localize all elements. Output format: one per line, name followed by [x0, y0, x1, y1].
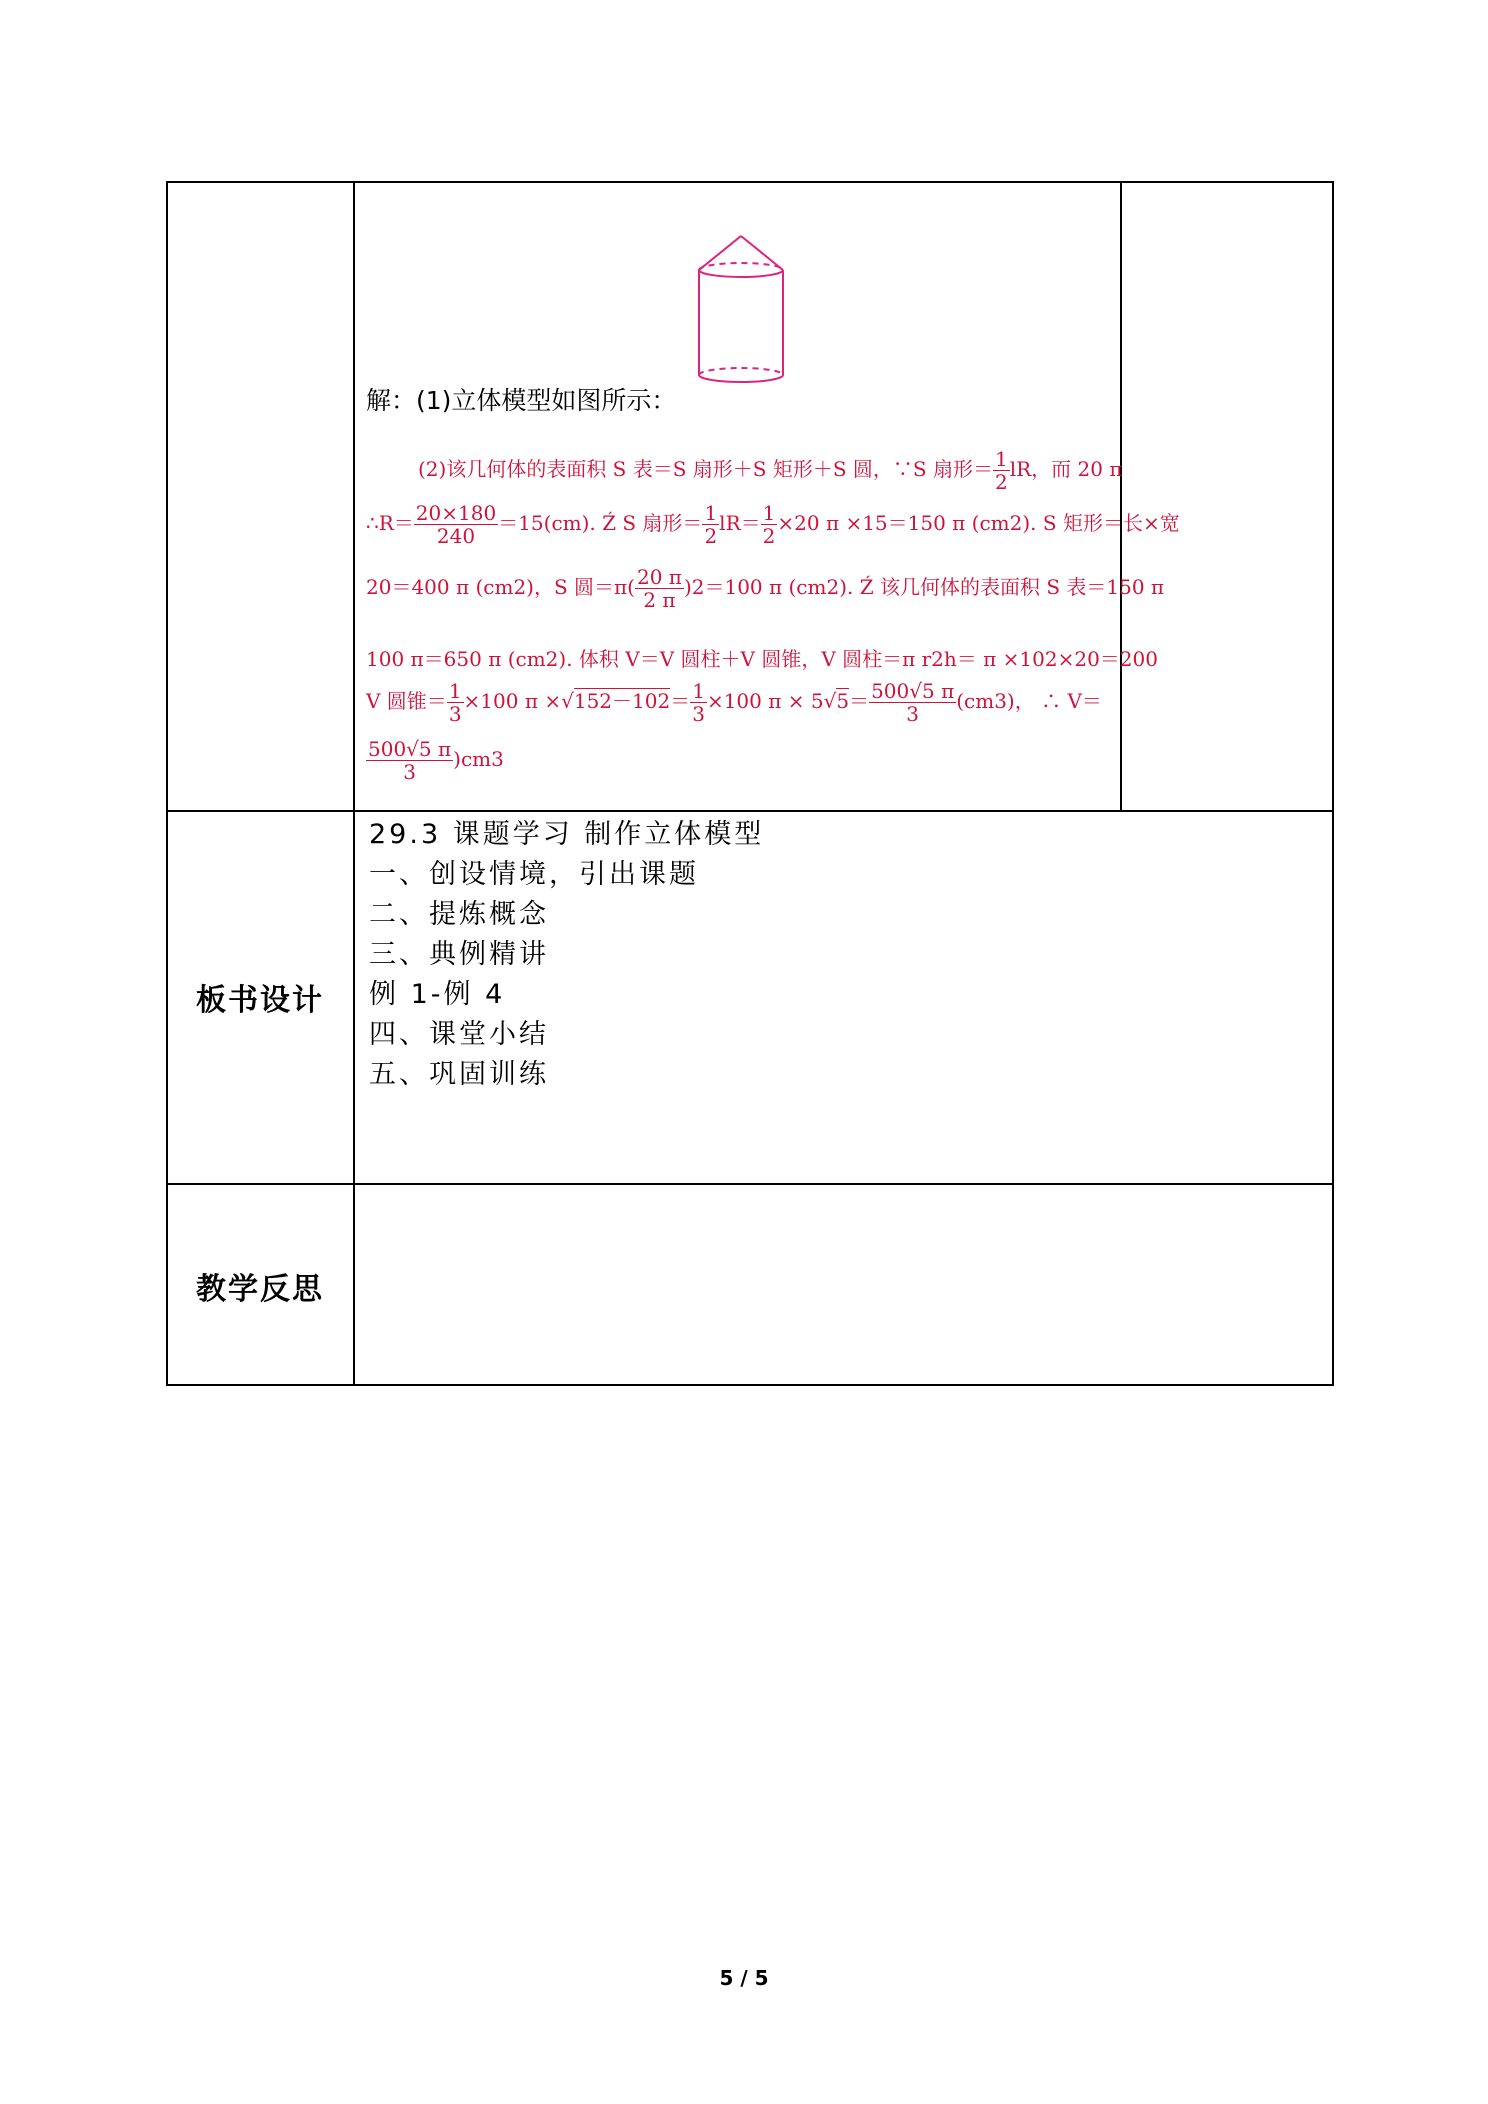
table-col-divider	[353, 181, 355, 1386]
answer-line-6	[366, 739, 504, 782]
answer-text: ×100 π × 5	[706, 689, 824, 713]
answer-line-2	[366, 503, 1180, 546]
fraction: $\frac{1}{2}$	[994, 447, 1008, 494]
answer-text: ×100 π ×	[463, 689, 562, 713]
board-line-6: 四、课堂小结	[369, 1019, 549, 1050]
cylinder-cone-diagram	[686, 231, 796, 391]
answer-text: ＝	[849, 689, 870, 713]
answer-line-4: 100 π＝650 π (cm2). 体积 V＝V 圆柱＋V 圆锥，V 圆柱＝π r2h＝ π ×102×20＝200	[366, 647, 1158, 671]
board-line-2: 一、创设情境，引出课题	[369, 859, 699, 890]
table-border-top	[166, 181, 1334, 183]
reflection-label: 教学反思	[196, 1272, 324, 1307]
answer-line-5	[366, 681, 1102, 724]
board-line-1: 29.3 课题学习 制作立体模型	[369, 819, 765, 850]
top-ellipse-front	[699, 270, 783, 277]
top-ellipse-back	[699, 263, 783, 270]
page-number: 5 / 5	[719, 1966, 769, 1990]
board-line-5: 例 1-例 4	[369, 979, 506, 1010]
answer-text: V 圆锥＝	[366, 689, 447, 713]
solution-answer-block	[366, 447, 1180, 784]
answer-text: ×20 π ×15＝150 π (cm2). S 矩形＝长×宽	[777, 511, 1180, 535]
table-border-right	[1332, 181, 1334, 1386]
answer-text: )2＝100 π (cm2). Ź 该几何体的表面积 S 表＝150 π	[683, 575, 1165, 599]
answer-text: ∴R＝	[366, 511, 414, 535]
fraction: $\frac{20\times 180}{240}$	[415, 501, 497, 548]
sqrt-radicand: 5	[836, 689, 850, 713]
table-border-left	[166, 181, 168, 1386]
fraction: $\frac{1}{3}$	[692, 679, 705, 726]
board-line-4: 三、典例精讲	[369, 939, 549, 970]
answer-line-1	[418, 449, 1122, 492]
answer-text: )cm3	[453, 747, 504, 771]
answer-text: ＝15(cm). Ź S 扇形＝	[498, 511, 703, 535]
answer-text: lR，而 20 π	[1009, 457, 1123, 481]
lesson-table	[166, 181, 1334, 1386]
sqrt-sign: √	[823, 689, 837, 713]
fraction: $\frac{20 \pi}{2 \pi}$	[636, 565, 682, 612]
bottom-ellipse-front	[699, 375, 783, 382]
answer-text: lR＝	[719, 511, 761, 535]
table-row-divider	[166, 1183, 1334, 1185]
fraction: $\frac{500√5 \pi}{3}$	[871, 679, 955, 726]
fraction: $\frac{1}{2}$	[704, 501, 718, 548]
sqrt-sign: √	[561, 689, 574, 713]
answer-text: (2)该几何体的表面积 S 表＝S 扇形＋S 矩形＋S 圆，∵S 扇形＝	[418, 457, 993, 481]
answer-text: ＝	[670, 689, 691, 713]
bottom-ellipse-back	[699, 368, 783, 375]
answer-text: 20＝400 π (cm2)，S 圆＝π(	[366, 575, 635, 599]
board-line-3: 二、提炼概念	[369, 899, 549, 930]
answer-text: (cm3)， ∴ V＝	[956, 689, 1102, 713]
solution-intro: 解：(1)立体模型如图所示：	[366, 386, 677, 415]
fraction: $\frac{1}{3}$	[448, 679, 462, 726]
fraction: $\frac{500√5 \pi}{3}$	[368, 737, 452, 784]
board-design-label: 板书设计	[196, 983, 324, 1018]
answer-line-3	[366, 567, 1164, 610]
board-line-7: 五、巩固训练	[369, 1059, 549, 1090]
sqrt-radicand: 152－102	[573, 689, 671, 713]
cone-edge-right	[741, 236, 783, 270]
fraction: $\frac{1}{2}$	[762, 501, 776, 548]
table-border-bottom	[166, 1384, 1334, 1386]
